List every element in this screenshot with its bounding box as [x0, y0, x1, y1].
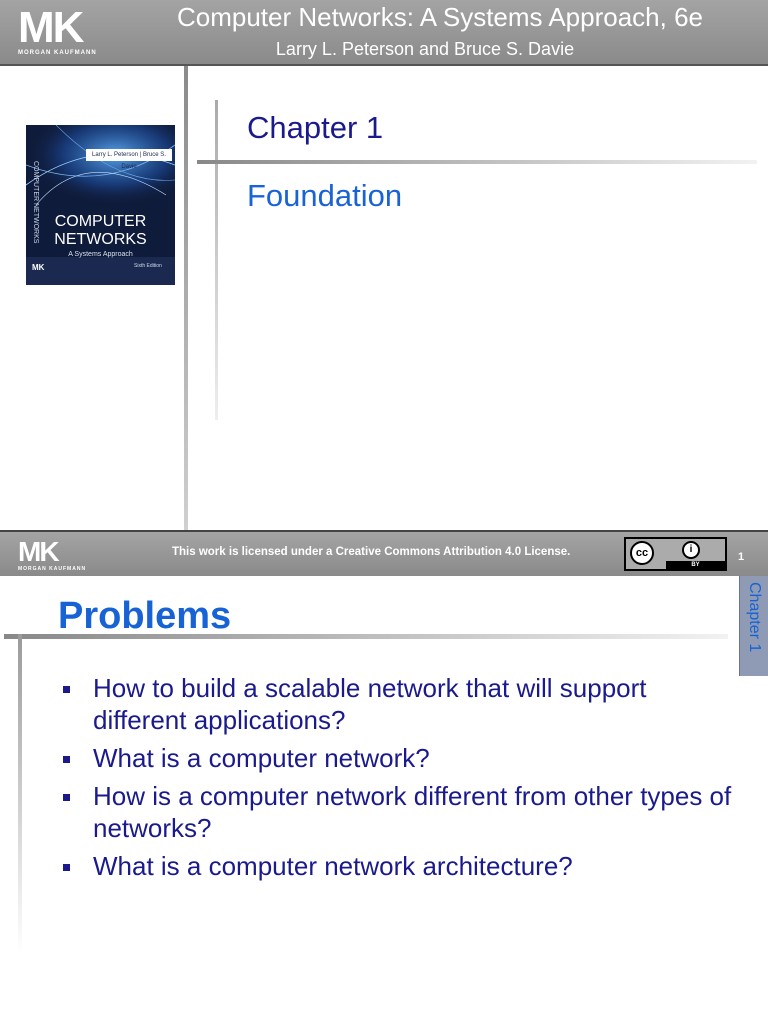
- cc-by-license-badge[interactable]: [624, 537, 727, 571]
- square-bullet-icon: [63, 756, 70, 763]
- cover-subtitle: A Systems Approach: [68, 251, 133, 258]
- chapter-heading: Chapter 1: [247, 110, 384, 145]
- slide-title: Problems: [58, 595, 232, 637]
- list-item-text: What is a computer network architecture?: [93, 851, 573, 881]
- slide-header-bar: [0, 0, 768, 66]
- problems-slide: [0, 576, 768, 1024]
- book-cover-image: [26, 125, 175, 285]
- publisher-logo: [18, 3, 97, 56]
- vertical-divider-inner: [215, 100, 218, 420]
- list-item-text: How to build a scalable network that will support different applications?: [93, 673, 647, 735]
- by-label: BY: [666, 561, 725, 569]
- square-bullet-icon: [63, 794, 70, 801]
- cover-edition: Sixth Edition: [134, 263, 162, 269]
- footer-logo-subtext: MORGAN KAUFMANN: [18, 566, 87, 572]
- page-number: 1: [738, 551, 745, 563]
- logo-subtext: MORGAN KAUFMANN: [18, 50, 97, 56]
- book-title: Computer Networks: A Systems Approach, 6e: [176, 2, 704, 32]
- list-item-text: How is a computer network different from other types of networks?: [93, 781, 732, 843]
- book-authors: Larry L. Peterson and Bruce S. Davie: [275, 39, 575, 59]
- logo-letters: MK: [18, 3, 83, 52]
- square-bullet-icon: [63, 864, 70, 871]
- list-item: [60, 672, 736, 736]
- cover-publisher-mark: MK: [32, 263, 45, 272]
- square-bullet-icon: [63, 686, 70, 693]
- heading-divider: [197, 160, 757, 164]
- problem-list: [60, 672, 736, 888]
- list-item-text: What is a computer network?: [93, 743, 430, 773]
- chapter-side-tab-label: Chapter 1: [746, 582, 763, 653]
- left-divider: [18, 634, 22, 954]
- license-text: This work is licensed under a Creative Commons Attribution 4.0 License.: [172, 546, 571, 558]
- vertical-divider: [184, 66, 188, 530]
- list-item: [60, 742, 736, 774]
- cover-title: COMPUTER NETWORKS: [54, 213, 147, 248]
- chapter-side-tab: [739, 576, 768, 676]
- cc-icon: cc: [630, 541, 654, 565]
- cover-spine-text: COMPUTER NETWORKS: [32, 161, 39, 244]
- attribution-icon: i: [682, 541, 700, 559]
- chapter-subtitle: Foundation: [247, 178, 403, 213]
- list-item: [60, 850, 736, 882]
- slide-footer-bar: [0, 530, 768, 576]
- list-item: [60, 780, 736, 844]
- cover-authors: Larry L. Peterson | Bruce S. Davie: [86, 149, 172, 161]
- footer-publisher-logo: [18, 538, 86, 572]
- footer-logo-letters: MK: [18, 536, 58, 567]
